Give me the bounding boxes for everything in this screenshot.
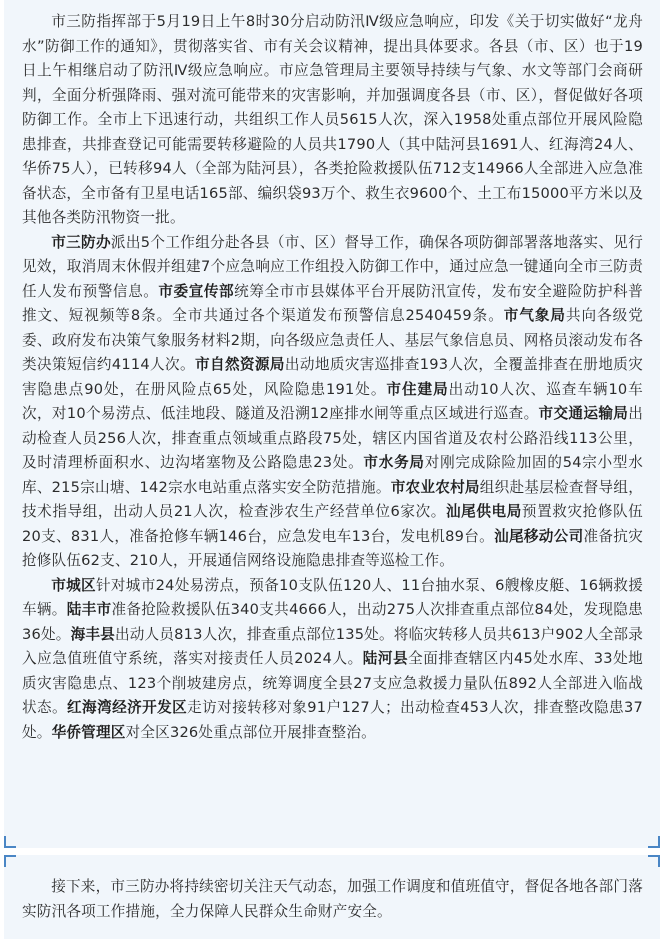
paragraph-text: 对全区326处重点部位开展排查整治。 — [125, 723, 376, 741]
org-name-publicity-dept: 市委宣传部 — [158, 282, 235, 300]
district-name-urban-district: 市城区 — [51, 576, 96, 594]
paragraph-text: 统筹全市市县媒体平台开展防汛宣传，发布安全避险防护科普推文、短视频等8条。全市共通过各个渠道发布预警信息2540459条。 — [22, 282, 643, 324]
org-name-transport-bureau: 市交通运输局 — [538, 405, 629, 422]
paragraph-text: 出动地质灾害巡排查193人次，全覆盖排查在册地质灾害隐患点90处，在册风险点65处，风险隐患191处。 — [22, 356, 643, 398]
paragraph-text: 出动10人次、巡查车辆10车次，对10个易涝点、低洼地段、隧道及沿溯12座排水闸等重点区域进行巡查。 — [22, 380, 643, 422]
paragraph-text: 派出5个工作组分赴各县（市、区）督导工作，确保各项防御部署落地落实、见行见效，取消周末休假并组建7个应急响应工作组投入防御工作中，通过应急一键通向全市三防责任人发布预警信息。 — [22, 233, 643, 300]
paragraph-text: 准备抢险救援队伍340支共4666人，出动275人次排查重点部位84处，发现隐患36处。 — [22, 601, 643, 643]
corner-bracket-bottom-right — [648, 836, 660, 848]
org-name-natural-resources-bureau: 市自然资源局 — [194, 356, 285, 373]
org-name-power-supply-bureau: 汕尾供电局 — [445, 503, 522, 520]
paragraph-text: 接下来，市三防办将持续密切关注天气动态，加强工作调度和值班值守，督促各地各部门落实防汛各项工作措施，全力保障人民群众生命财产安全。 — [22, 878, 643, 920]
paragraph-text: 共向各级党委、政府发布决策气象服务材料2期，向各级应急责任人、基层气象信息员、网格员滚动发布各类决策短信约4114人次。 — [22, 307, 643, 373]
paragraph-response-overview — [22, 10, 643, 231]
corner-bracket-bottom-left — [4, 836, 16, 848]
paragraph-text: 对刚完成除险加固的54宗小型水库、215宗山塘、142宗水电站重点落实安全防范措施。 — [22, 454, 643, 496]
paragraph-text: 出动人员813人次，排查重点部位135处。将临灾转移人员共613户902人全部录入应急值班值守系统，落实对接责任人员2024人。 — [22, 625, 644, 667]
district-name-huaqiao: 华侨管理区 — [51, 723, 126, 741]
corner-bracket-top-right — [648, 855, 660, 867]
corner-bracket-top-left — [4, 855, 16, 867]
paragraph-text: 全面排查辖区内45处水库、33处地质灾害隐患点、123个削坡建房点，统筹调度全县27支应急救援力量队伍892人全部进入临战状态。 — [22, 650, 643, 716]
paragraph-department-actions — [22, 231, 643, 574]
org-name-agriculture-bureau: 市农业农村局 — [390, 478, 480, 496]
org-name-water-bureau: 市水务局 — [363, 454, 425, 471]
paragraph-text: 准备抗灾抢修队伍62支、210人，开展通信网络设施隐患排查等巡检工作。 — [22, 527, 643, 569]
paragraph-text: 出动检查人员256人次，排查重点领域重点路段75处，辖区内国省道及农村公路沿线113公里，及时清理桥面积水、边沟堵塞物及公路隐患23处。 — [22, 405, 644, 471]
org-name-mobile-company: 汕尾移动公司 — [494, 527, 584, 545]
district-name-honghaiwan: 红海湾经济开发区 — [67, 699, 188, 716]
paragraph-text: 预置救灾抢修队伍20支、831人，准备抢修车辆146台，应急发电车13台，发电机89台。 — [22, 503, 643, 545]
paragraph-county-actions — [22, 574, 643, 746]
main-content-panel — [4, 0, 660, 848]
paragraph-next-steps — [22, 875, 643, 924]
org-name-meteorological-bureau: 市气象局 — [503, 307, 566, 324]
org-name-sanfang-office: 市三防办 — [51, 233, 111, 251]
district-name-luhe: 陆河县 — [362, 650, 409, 667]
district-name-lufeng: 陆丰市 — [66, 601, 112, 618]
district-name-haifeng: 海丰县 — [70, 625, 115, 643]
paragraph-text: 走访对接转移对象91户127人；出动检查453人次，排查整改隐患37处。 — [22, 699, 643, 741]
next-steps-panel — [4, 855, 660, 939]
paragraph-text: 组织赴基层检查督导组，技术指导组，出动人员21人次，检查涉农生产经营单位6家次。 — [22, 478, 644, 520]
paragraph-text: 市三防指挥部于5月19日上午8时30分启动防汛Ⅳ级应急响应，印发《关于切实做好“龙舟水”防御工作的通知》，贯彻落实省、市有关会议精神，提出具体要求。各县（市、区）也于19日上午相继启动了防汛Ⅳ级应急响应。市应急管理局主要领导持续与气象、水文等部门会商研判，全面分析强降雨、强对流可能带来的灾害影响，并加强调度各县（市、区），督促做好各项防御工作。全市上下迅速行动，共组织工作人员5615人次，深入1958处重点部位开展风险隐患排查，共排查登记可能需要转移避险的人员共1790人（其中陆河县1691人、红海湾24人、华侨75人），已转移94人（全部为陆河县），各类抢险救援队伍712支14966人全部进入应急准备状态，全市备有卫星电话165部、编织袋93万个、救生衣9600个、土工布15000平方米以及其他各类防汛物资一批。 — [22, 13, 643, 226]
org-name-housing-bureau: 市住建局 — [386, 380, 449, 398]
paragraph-text: 针对城市24处易涝点，预备10支队伍120人、11台抽水泵、6艘橡皮艇、16辆救援车辆。 — [22, 576, 644, 618]
